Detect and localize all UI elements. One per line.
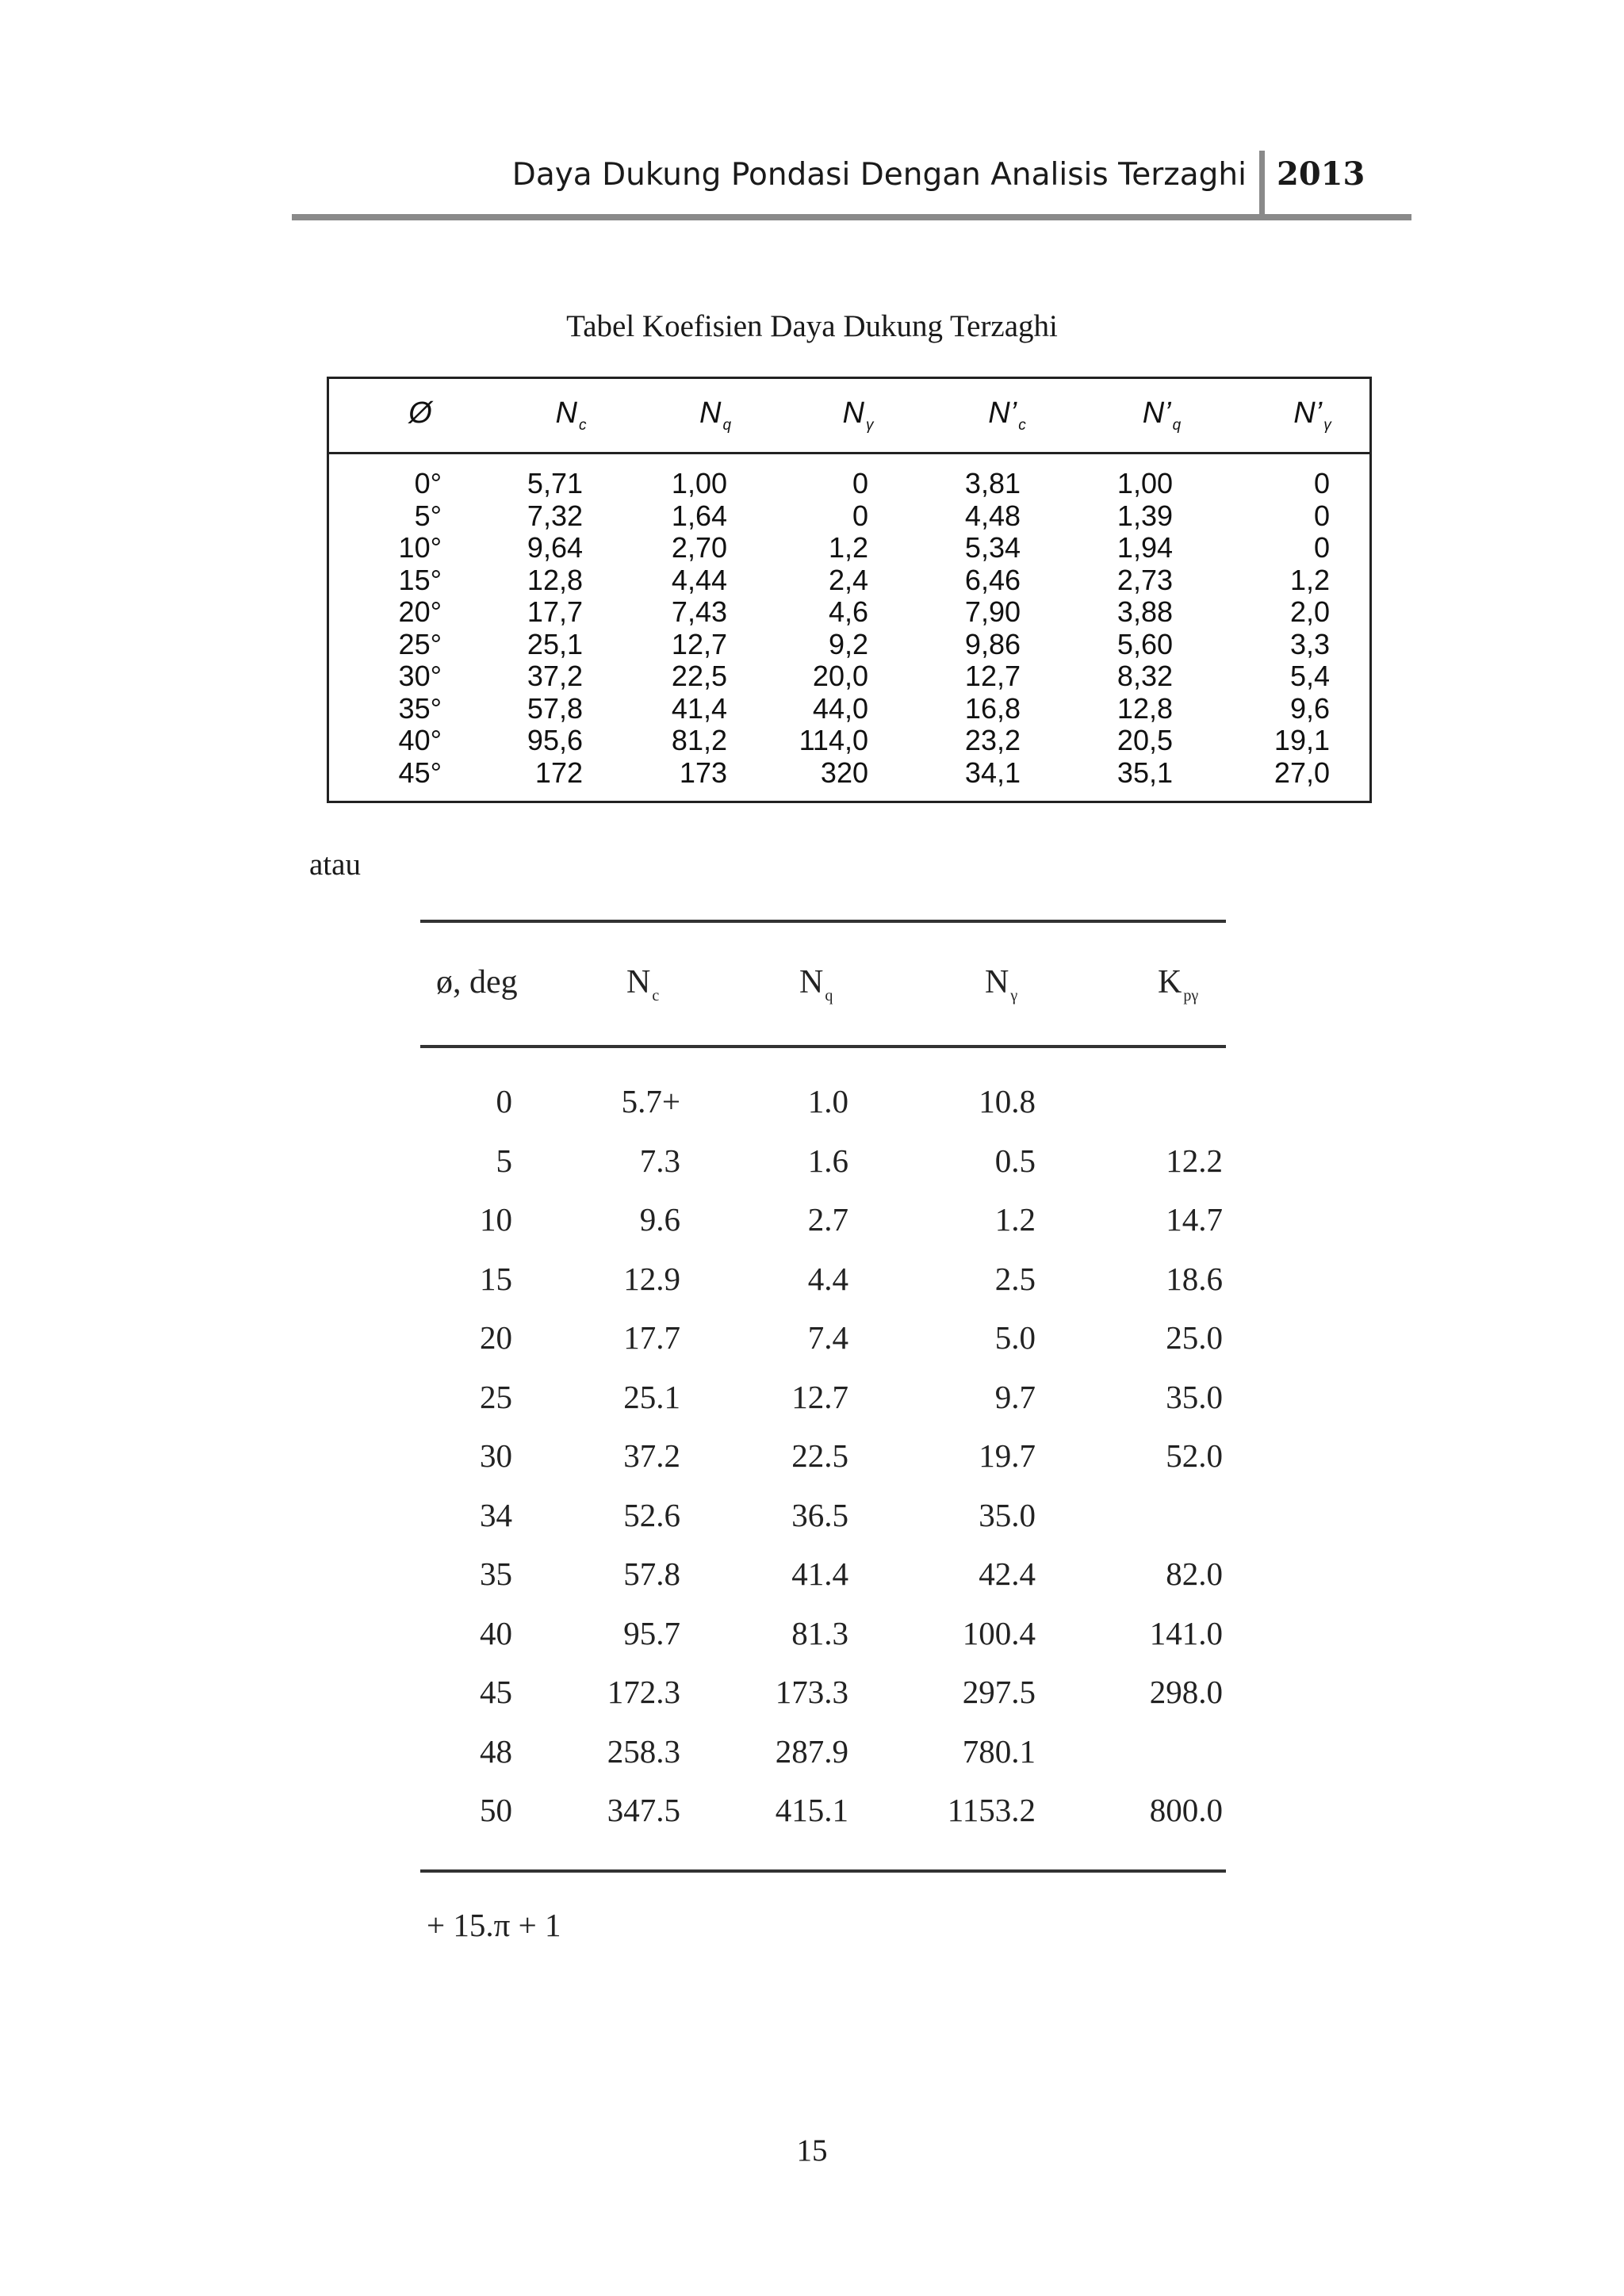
header-ngamma-prime: N’ $_\gamma$ <box>1293 396 1331 434</box>
table-body <box>329 468 1369 789</box>
table2-body <box>0 1081 1624 1850</box>
running-header-title: Daya Dukung Pondasi Dengan Analisis Terzaghi <box>511 157 1247 193</box>
table-row: 20° 17,7 7,43 4,6 7,90 3,88 2,0 <box>398 595 1330 628</box>
table-row: 5 7.3 1.6 0.5 12.2 <box>496 1142 1223 1179</box>
table-row: 15 12.9 4.4 2.5 18.6 <box>480 1260 1223 1297</box>
table-row: 45° 172 173 320 34,1 35,1 27,0 <box>398 756 1330 789</box>
table2-bottom-rule <box>420 1869 1226 1873</box>
table-row: 30 37.2 22.5 19.7 52.0 <box>480 1437 1223 1474</box>
table2-header-phi: ø, deg <box>436 964 518 1001</box>
table2-header-ngamma: N $_\gamma$ <box>985 964 1018 1004</box>
table-row: 34 52.6 36.5 35.0 <box>480 1496 1036 1533</box>
header-ngamma: N $_\gamma$ <box>842 396 874 434</box>
table-caption: Tabel Koefisien Daya Dukung Terzaghi <box>566 309 1058 343</box>
table2-header-nc: N $_c$ <box>626 964 660 1004</box>
table-row: 25° 25,1 12,7 9,2 9,86 5,60 3,3 <box>398 627 1330 660</box>
header-nq: N $_q$ <box>699 396 732 434</box>
table-row: 25 25.1 12.7 9.7 35.0 <box>480 1378 1223 1415</box>
table-row: 45 172.3 173.3 297.5 298.0 <box>480 1674 1223 1710</box>
header-nc-prime: N’ $_c$ <box>988 396 1026 434</box>
header-rule <box>292 214 1411 220</box>
header-nq-prime: N’ $_q$ <box>1142 396 1182 434</box>
table2-footnote: + 15.π + 1 <box>427 1907 561 1943</box>
table-row: 0 5.7+ 1.0 10.8 <box>496 1083 1036 1119</box>
table-row: 15° 12,8 4,44 2,4 6,46 2,73 1,2 <box>398 563 1330 596</box>
header-divider <box>1259 151 1265 217</box>
page-number: 15 <box>796 2133 828 2168</box>
table-row: 50 347.5 415.1 1153.2 800.0 <box>480 1792 1223 1828</box>
table-header-row <box>329 379 1369 452</box>
table-row: 30° 37,2 22,5 20,0 12,7 8,32 5,4 <box>398 660 1330 692</box>
running-header-year: 2013 <box>1277 155 1365 193</box>
table-header-rule <box>329 452 1369 454</box>
table-row: 35 57.8 41.4 42.4 82.0 <box>480 1556 1223 1592</box>
terzaghi-coefficient-table <box>327 377 1372 803</box>
table-row: 40° 95,6 81,2 114,0 23,2 20,5 19,1 <box>398 724 1330 756</box>
atau-text: atau <box>309 848 361 882</box>
table2-header-nq: N $_q$ <box>799 964 833 1004</box>
header-nc: N $_c$ <box>555 396 587 434</box>
table-row: 20 17.7 7.4 5.0 25.0 <box>480 1319 1223 1356</box>
table-row: 10° 9,64 2,70 1,2 5,34 1,94 0 <box>398 531 1330 564</box>
header-phi: Ø <box>408 396 432 430</box>
table2-header-kpgamma: K $_{p\gamma}$ <box>1158 964 1199 1004</box>
table-row: 0° 5,71 1,00 0 3,81 1,00 0 <box>414 467 1330 499</box>
table2-top-rule <box>420 920 1226 923</box>
table-row: 48 258.3 287.9 780.1 <box>480 1732 1036 1770</box>
table-row: 40 95.7 81.3 100.4 141.0 <box>480 1614 1223 1651</box>
table-row: 35° 57,8 41,4 44,0 16,8 12,8 9,6 <box>398 691 1330 725</box>
table2-header-rule <box>420 1045 1226 1048</box>
table-row: 5° 7,32 1,64 0 4,48 1,39 0 <box>414 499 1330 532</box>
table-row: 10 9.6 2.7 1.2 14.7 <box>480 1201 1223 1238</box>
